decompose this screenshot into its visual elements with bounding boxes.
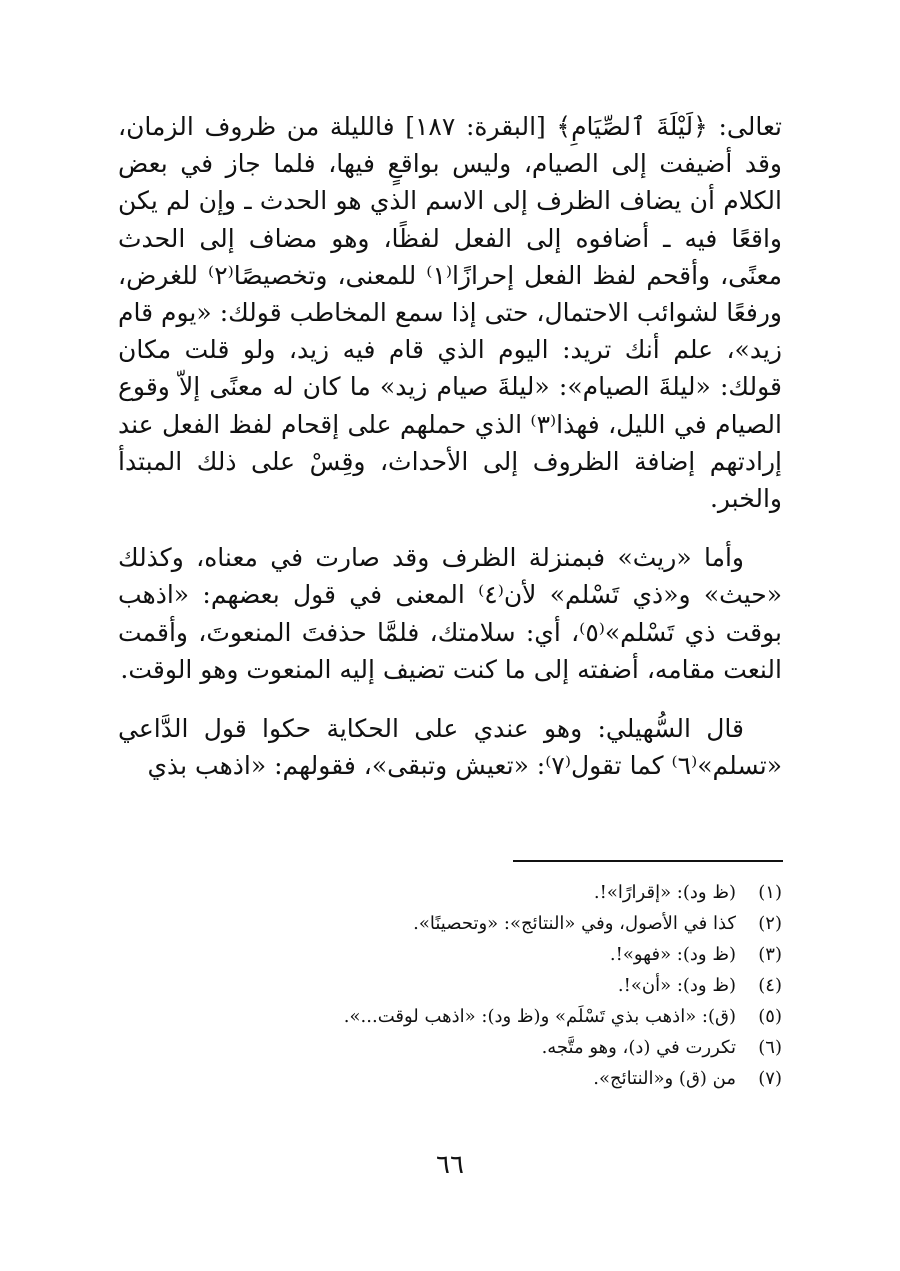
page-number: ٦٦ — [436, 1150, 464, 1180]
footnote-number: (٤) — [758, 975, 782, 996]
footnote-text: (ظ ود): «إقرارًا»!. — [593, 882, 736, 903]
paragraph — [118, 108, 782, 517]
footnote-number: (٢) — [758, 913, 782, 934]
main-text — [118, 108, 782, 784]
footnote-item — [118, 877, 782, 908]
footnote-item — [118, 908, 782, 939]
footnote-text: (ق): «اذهب بذي تَسْلَم» و(ظ ود): «اذهب لوقت...». — [343, 1006, 736, 1027]
footnote-item — [118, 939, 782, 970]
paragraph — [118, 710, 782, 784]
footnote-number: (١) — [758, 882, 782, 903]
footnotes — [118, 877, 782, 1094]
footnote-text: من (ق) و«النتائج». — [593, 1068, 736, 1089]
footnote-number: (٦) — [758, 1037, 782, 1058]
footnote-text: تكررت في (د)، وهو متَّجه. — [541, 1037, 736, 1058]
footnote-number: (٧) — [758, 1068, 782, 1089]
paragraph-text: وأما «ريث» فبمنزلة الظرف وقد صارت في معناه، وكذلك «حيث» و«ذي تَسْلم» لأن⁽٤⁾ المعنى في قول بعضهم: «اذهب بوقت ذي تَسْلم»⁽٥⁾، أي: سلامتك، فلمَّا حذفتَ المنعوتَ، وأقمت النعت مقامه، أضفته إلى ما كنت تضيف إليه المنعوت وهو الوقت. — [118, 543, 783, 684]
footnote-number: (٣) — [758, 944, 782, 965]
footnote-divider — [513, 860, 783, 862]
footnote-item — [118, 1063, 782, 1094]
footnote-item — [118, 970, 782, 1001]
footnote-item — [118, 1001, 782, 1032]
paragraph — [118, 539, 782, 688]
footnote-text: (ظ ود): «أن»!. — [617, 975, 736, 996]
footnote-number: (٥) — [758, 1006, 782, 1027]
footnote-text: (ظ ود): «فهو»!. — [609, 944, 736, 965]
paragraph-text: تعالى: ﴿لَيْلَةَ ٱلصِّيَامِ﴾ [البقرة: ١٨٧] فالليلة من ظروف الزمان، وقد أضيفت إلى الصيام، وليس بواقعٍ فيها، فلما جاز في بعض الكلام أن يضاف الظرف إلى الاسم الذي هو الحدث ـ وإن لم يكن واقعًا فيه ـ أضافوه إلى الفعل لفظًا، وهو مضاف إلى الحدث معنًى، وأقحم لفظ الفعل إحرازًا⁽١⁾ للمعنى، وتخصيصًا⁽٢⁾ للغرض، ورفعًا لشوائب الاحتمال، حتى إذا سمع المخاطب قولك: «يوم قام زيد»، علم أنك تريد: اليوم الذي قام فيه زيد، ولو قلت مكان قولك: «ليلةَ الصيام»: «ليلةَ صيام زيد» ما كان له معنًى إلاّ وقوع الصيام في الليل، فهذا⁽٣⁾ الذي حملهم على إقحام لفظ الفعل عند إرادتهم إضافة الظروف إلى الأحداث، وقِسْ على ذلك المبتدأ والخبر. — [118, 112, 782, 514]
paragraph-text: قال السُّهيلي: وهو عندي على الحكاية حكوا قول الدَّاعي «تسلم»⁽٦⁾ كما تقول⁽٧⁾: «تعيش وتبقى»، فقولهم: «اذهب بذي — [118, 714, 782, 781]
footnote-item — [118, 1032, 782, 1063]
footnote-text: كذا في الأصول، وفي «النتائج»: «وتحصينًا». — [413, 913, 736, 934]
